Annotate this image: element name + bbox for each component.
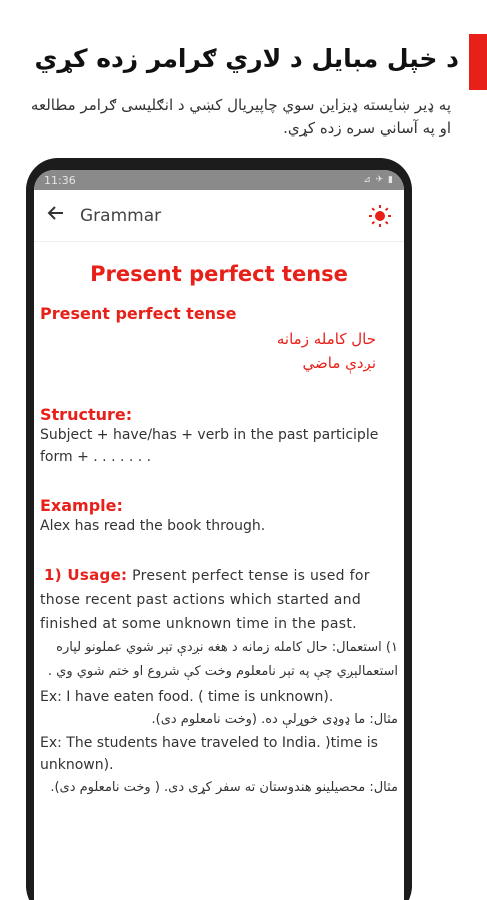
promo-title: د خپل مبایل د لاري ګرامر زده کړي (34, 44, 459, 73)
example-2-ps: مثال: محصیلینو هندوستان ته سفر کړی دی. ( وخت نامعلوم دی). (50, 780, 398, 795)
arrow-left-icon[interactable] (46, 203, 74, 228)
example-text: Alex has read the book through. (40, 518, 266, 534)
lesson-title: Present perfect tense (90, 262, 348, 286)
status-bar (34, 170, 404, 190)
phone-screen (34, 170, 404, 900)
pashto-name-2: نږدې ماضي (302, 354, 376, 372)
promo-subtitle: په ډیر ښایسته ډیزاین سوي چاپیریال کښي د انګلیسی ګرامر مطالعه او په آساني سره زده کړي. (30, 96, 451, 137)
status-icons: ⊿ ✈ ▮ (363, 175, 394, 185)
example-1-en: Ex: I have eaten food. ( time is unknown). (40, 689, 334, 705)
example-1-ps: مثال: ما ډوډی خوړلې ده. (وخت نامعلوم دی). (151, 712, 398, 727)
phone-frame (26, 158, 412, 900)
app-bar-title: Grammar (80, 205, 162, 226)
usage-pashto: ۱) استعمال: حال کامله زمانه د هغه نږدې تېر شوي عملونو لپاره استعمالېږي چې په تېر نامعلوم وخت کې شروع او ختم شوي وي . (47, 640, 398, 679)
lesson-content (34, 242, 404, 800)
example-2-en: Ex: The students have traveled to India. )time is unknown). (40, 735, 378, 773)
structure-text: Subject + have/has + verb in the past participle form + . . . . . . . (40, 427, 379, 465)
structure-section (40, 405, 398, 468)
sun-icon[interactable] (368, 204, 392, 228)
usage-section (40, 563, 398, 636)
promo-accent-bar (469, 34, 487, 90)
example-section (40, 496, 398, 537)
usage-text: Present perfect tense is used for those recent past actions which started and finished at some unknown time in the past. (40, 568, 370, 632)
pashto-name-1: حال کامله زمانه (276, 330, 376, 348)
status-time: 11:36 (44, 173, 76, 187)
lesson-heading: Present perfect tense (40, 304, 237, 323)
usage-label: 1) Usage: (44, 566, 128, 584)
structure-label: Structure: (40, 405, 133, 424)
example-label: Example: (40, 496, 123, 515)
app-bar (34, 190, 404, 242)
